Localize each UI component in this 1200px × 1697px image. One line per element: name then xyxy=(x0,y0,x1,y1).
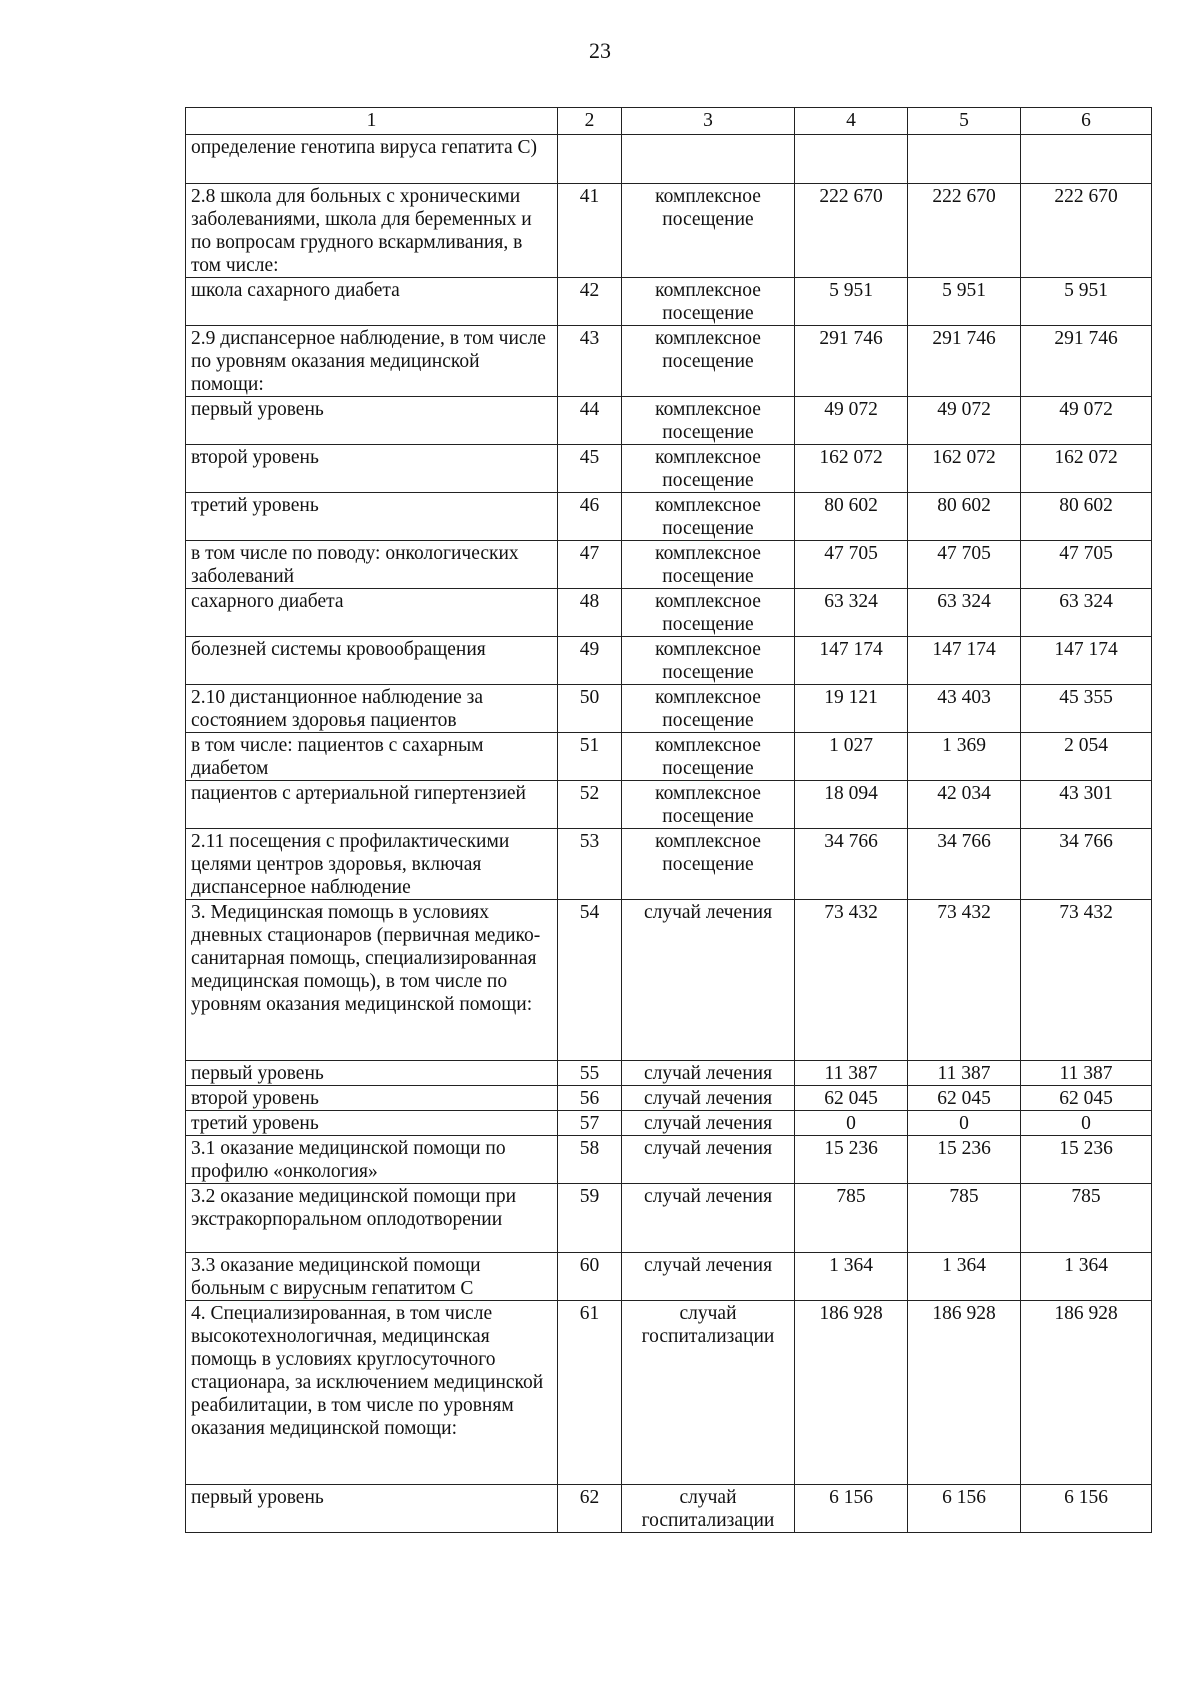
value-cell-col6: 34 766 xyxy=(1021,829,1152,900)
row-name-cell: пациентов с артериальной гипертензией xyxy=(186,781,558,829)
row-name-cell: первый уровень xyxy=(186,1485,558,1533)
value-cell-col6: 2 054 xyxy=(1021,733,1152,781)
row-number-cell: 42 xyxy=(558,278,622,326)
row-number-cell: 60 xyxy=(558,1253,622,1301)
row-name-cell: 3.1 оказание медицинской помощи по профилю «онкология» xyxy=(186,1136,558,1184)
value-cell-col5: 80 602 xyxy=(908,493,1021,541)
unit-cell: случай лечения xyxy=(622,1136,795,1184)
unit-cell: комплексное посещение xyxy=(622,278,795,326)
row-name-cell: 4. Специализированная, в том числе высокотехнологичная, медицинская помощь в условиях круглосуточного стационара, за исключением медицинской реабилитации, в том числе по уровням оказания медицинской помощи: xyxy=(186,1301,558,1485)
value-cell-col5: 785 xyxy=(908,1184,1021,1253)
value-cell-col5 xyxy=(908,135,1021,184)
value-cell-col5: 42 034 xyxy=(908,781,1021,829)
value-cell-col4: 49 072 xyxy=(795,397,908,445)
value-cell-col5: 162 072 xyxy=(908,445,1021,493)
table-row xyxy=(186,829,1152,900)
unit-cell: случай лечения xyxy=(622,1184,795,1253)
page-number: 23 xyxy=(589,38,611,63)
row-number-cell: 44 xyxy=(558,397,622,445)
value-cell-col6: 5 951 xyxy=(1021,278,1152,326)
table-row xyxy=(186,900,1152,1061)
value-cell-col4: 1 027 xyxy=(795,733,908,781)
row-name-cell: третий уровень xyxy=(186,493,558,541)
row-number-cell: 56 xyxy=(558,1086,622,1111)
value-cell-col6: 49 072 xyxy=(1021,397,1152,445)
table-header-row xyxy=(186,108,1152,135)
value-cell-col4: 15 236 xyxy=(795,1136,908,1184)
row-name-cell: 3.2 оказание медицинской помощи при экстракорпоральном оплодотворении xyxy=(186,1184,558,1253)
value-cell-col4: 73 432 xyxy=(795,900,908,1061)
row-name-cell: второй уровень xyxy=(186,1086,558,1111)
value-cell-col6: 1 364 xyxy=(1021,1253,1152,1301)
row-number-cell: 51 xyxy=(558,733,622,781)
table-row xyxy=(186,541,1152,589)
unit-cell: комплексное посещение xyxy=(622,445,795,493)
row-number-cell: 54 xyxy=(558,900,622,1061)
row-number-cell: 53 xyxy=(558,829,622,900)
row-name-cell: 2.11 посещения с профилактическими целями центров здоровья, включая диспансерное наблюдение xyxy=(186,829,558,900)
value-cell-col5: 5 951 xyxy=(908,278,1021,326)
row-name-cell: второй уровень xyxy=(186,445,558,493)
value-cell-col4: 62 045 xyxy=(795,1086,908,1111)
value-cell-col5: 0 xyxy=(908,1111,1021,1136)
column-header: 4 xyxy=(795,108,908,135)
value-cell-col5: 147 174 xyxy=(908,637,1021,685)
unit-cell: комплексное посещение xyxy=(622,493,795,541)
value-cell-col4: 147 174 xyxy=(795,637,908,685)
unit-cell: случай лечения xyxy=(622,1111,795,1136)
unit-cell: комплексное посещение xyxy=(622,637,795,685)
row-number-cell: 43 xyxy=(558,326,622,397)
table-row xyxy=(186,445,1152,493)
value-cell-col5: 43 403 xyxy=(908,685,1021,733)
row-name-cell: 2.9 диспансерное наблюдение, в том числе по уровням оказания медицинской помощи: xyxy=(186,326,558,397)
table-row xyxy=(186,1253,1152,1301)
row-name-cell: 3. Медицинская помощь в условиях дневных стационаров (первичная медико-санитарная помощь, специализированная медицинская помощь), в том числе по уровням оказания медицинской помощи: xyxy=(186,900,558,1061)
value-cell-col5: 6 156 xyxy=(908,1485,1021,1533)
table-row xyxy=(186,1086,1152,1111)
table-row xyxy=(186,1485,1152,1533)
value-cell-col4: 11 387 xyxy=(795,1061,908,1086)
value-cell-col6: 291 746 xyxy=(1021,326,1152,397)
value-cell-col4: 222 670 xyxy=(795,184,908,278)
value-cell-col5: 11 387 xyxy=(908,1061,1021,1086)
row-name-cell: первый уровень xyxy=(186,1061,558,1086)
value-cell-col6: 11 387 xyxy=(1021,1061,1152,1086)
table-row xyxy=(186,733,1152,781)
unit-cell: комплексное посещение xyxy=(622,733,795,781)
unit-cell: комплексное посещение xyxy=(622,685,795,733)
table-row xyxy=(186,493,1152,541)
value-cell-col5: 62 045 xyxy=(908,1086,1021,1111)
table-row xyxy=(186,637,1152,685)
row-number-cell: 45 xyxy=(558,445,622,493)
row-number-cell: 49 xyxy=(558,637,622,685)
value-cell-col6: 222 670 xyxy=(1021,184,1152,278)
value-cell-col6: 147 174 xyxy=(1021,637,1152,685)
row-number-cell: 52 xyxy=(558,781,622,829)
value-cell-col6: 6 156 xyxy=(1021,1485,1152,1533)
table-row xyxy=(186,1301,1152,1485)
unit-cell: комплексное посещение xyxy=(622,541,795,589)
value-cell-col6: 80 602 xyxy=(1021,493,1152,541)
row-name-cell: болезней системы кровообращения xyxy=(186,637,558,685)
row-name-cell: сахарного диабета xyxy=(186,589,558,637)
table-row xyxy=(186,397,1152,445)
value-cell-col4: 5 951 xyxy=(795,278,908,326)
unit-cell: случай госпитализации xyxy=(622,1485,795,1533)
value-cell-col6: 785 xyxy=(1021,1184,1152,1253)
unit-cell: комплексное посещение xyxy=(622,829,795,900)
unit-cell: случай лечения xyxy=(622,1061,795,1086)
table-row xyxy=(186,1061,1152,1086)
value-cell-col4: 785 xyxy=(795,1184,908,1253)
value-cell-col6: 0 xyxy=(1021,1111,1152,1136)
table-row xyxy=(186,1136,1152,1184)
row-number-cell: 55 xyxy=(558,1061,622,1086)
value-cell-col4: 186 928 xyxy=(795,1301,908,1485)
table-row xyxy=(186,135,1152,184)
row-number-cell: 58 xyxy=(558,1136,622,1184)
column-header: 2 xyxy=(558,108,622,135)
value-cell-col4: 19 121 xyxy=(795,685,908,733)
data-table xyxy=(185,107,1152,1533)
value-cell-col5: 186 928 xyxy=(908,1301,1021,1485)
value-cell-col6: 162 072 xyxy=(1021,445,1152,493)
value-cell-col5: 222 670 xyxy=(908,184,1021,278)
table-row xyxy=(186,1184,1152,1253)
value-cell-col5: 15 236 xyxy=(908,1136,1021,1184)
row-number-cell xyxy=(558,135,622,184)
unit-cell: случай лечения xyxy=(622,1086,795,1111)
unit-cell: комплексное посещение xyxy=(622,184,795,278)
column-header: 5 xyxy=(908,108,1021,135)
row-name-cell: третий уровень xyxy=(186,1111,558,1136)
unit-cell: комплексное посещение xyxy=(622,781,795,829)
row-name-cell: определение генотипа вируса гепатита С) xyxy=(186,135,558,184)
row-number-cell: 46 xyxy=(558,493,622,541)
value-cell-col6: 43 301 xyxy=(1021,781,1152,829)
table-row xyxy=(186,278,1152,326)
column-header: 1 xyxy=(186,108,558,135)
value-cell-col4: 162 072 xyxy=(795,445,908,493)
table-row xyxy=(186,1111,1152,1136)
value-cell-col4: 291 746 xyxy=(795,326,908,397)
value-cell-col6 xyxy=(1021,135,1152,184)
value-cell-col5: 63 324 xyxy=(908,589,1021,637)
unit-cell: случай лечения xyxy=(622,1253,795,1301)
row-name-cell: 2.10 дистанционное наблюдение за состоянием здоровья пациентов xyxy=(186,685,558,733)
value-cell-col5: 1 369 xyxy=(908,733,1021,781)
row-name-cell: 3.3 оказание медицинской помощи больным с вирусным гепатитом С xyxy=(186,1253,558,1301)
value-cell-col5: 1 364 xyxy=(908,1253,1021,1301)
column-header: 6 xyxy=(1021,108,1152,135)
table-row xyxy=(186,326,1152,397)
row-name-cell: 2.8 школа для больных с хроническими заболеваниями, школа для беременных и по вопросам грудного вскармливания, в том числе: xyxy=(186,184,558,278)
value-cell-col5: 49 072 xyxy=(908,397,1021,445)
row-number-cell: 48 xyxy=(558,589,622,637)
table-row xyxy=(186,184,1152,278)
value-cell-col4: 6 156 xyxy=(795,1485,908,1533)
value-cell-col4: 63 324 xyxy=(795,589,908,637)
row-name-cell: в том числе по поводу: онкологических заболеваний xyxy=(186,541,558,589)
value-cell-col4: 0 xyxy=(795,1111,908,1136)
value-cell-col5: 73 432 xyxy=(908,900,1021,1061)
row-number-cell: 61 xyxy=(558,1301,622,1485)
row-number-cell: 62 xyxy=(558,1485,622,1533)
row-name-cell: в том числе: пациентов с сахарным диабетом xyxy=(186,733,558,781)
unit-cell: комплексное посещение xyxy=(622,397,795,445)
value-cell-col6: 62 045 xyxy=(1021,1086,1152,1111)
value-cell-col4: 34 766 xyxy=(795,829,908,900)
row-number-cell: 47 xyxy=(558,541,622,589)
value-cell-col6: 63 324 xyxy=(1021,589,1152,637)
value-cell-col6: 73 432 xyxy=(1021,900,1152,1061)
column-header: 3 xyxy=(622,108,795,135)
row-name-cell: первый уровень xyxy=(186,397,558,445)
value-cell-col6: 186 928 xyxy=(1021,1301,1152,1485)
value-cell-col4: 80 602 xyxy=(795,493,908,541)
value-cell-col6: 45 355 xyxy=(1021,685,1152,733)
unit-cell: случай госпитализации xyxy=(622,1301,795,1485)
value-cell-col4 xyxy=(795,135,908,184)
unit-cell: случай лечения xyxy=(622,900,795,1061)
table-row xyxy=(186,589,1152,637)
table-row xyxy=(186,781,1152,829)
value-cell-col4: 1 364 xyxy=(795,1253,908,1301)
value-cell-col4: 47 705 xyxy=(795,541,908,589)
table-row xyxy=(186,685,1152,733)
unit-cell: комплексное посещение xyxy=(622,326,795,397)
value-cell-col5: 291 746 xyxy=(908,326,1021,397)
row-name-cell: школа сахарного диабета xyxy=(186,278,558,326)
value-cell-col6: 47 705 xyxy=(1021,541,1152,589)
value-cell-col4: 18 094 xyxy=(795,781,908,829)
row-number-cell: 59 xyxy=(558,1184,622,1253)
row-number-cell: 41 xyxy=(558,184,622,278)
value-cell-col5: 47 705 xyxy=(908,541,1021,589)
unit-cell xyxy=(622,135,795,184)
unit-cell: комплексное посещение xyxy=(622,589,795,637)
row-number-cell: 57 xyxy=(558,1111,622,1136)
value-cell-col5: 34 766 xyxy=(908,829,1021,900)
row-number-cell: 50 xyxy=(558,685,622,733)
value-cell-col6: 15 236 xyxy=(1021,1136,1152,1184)
